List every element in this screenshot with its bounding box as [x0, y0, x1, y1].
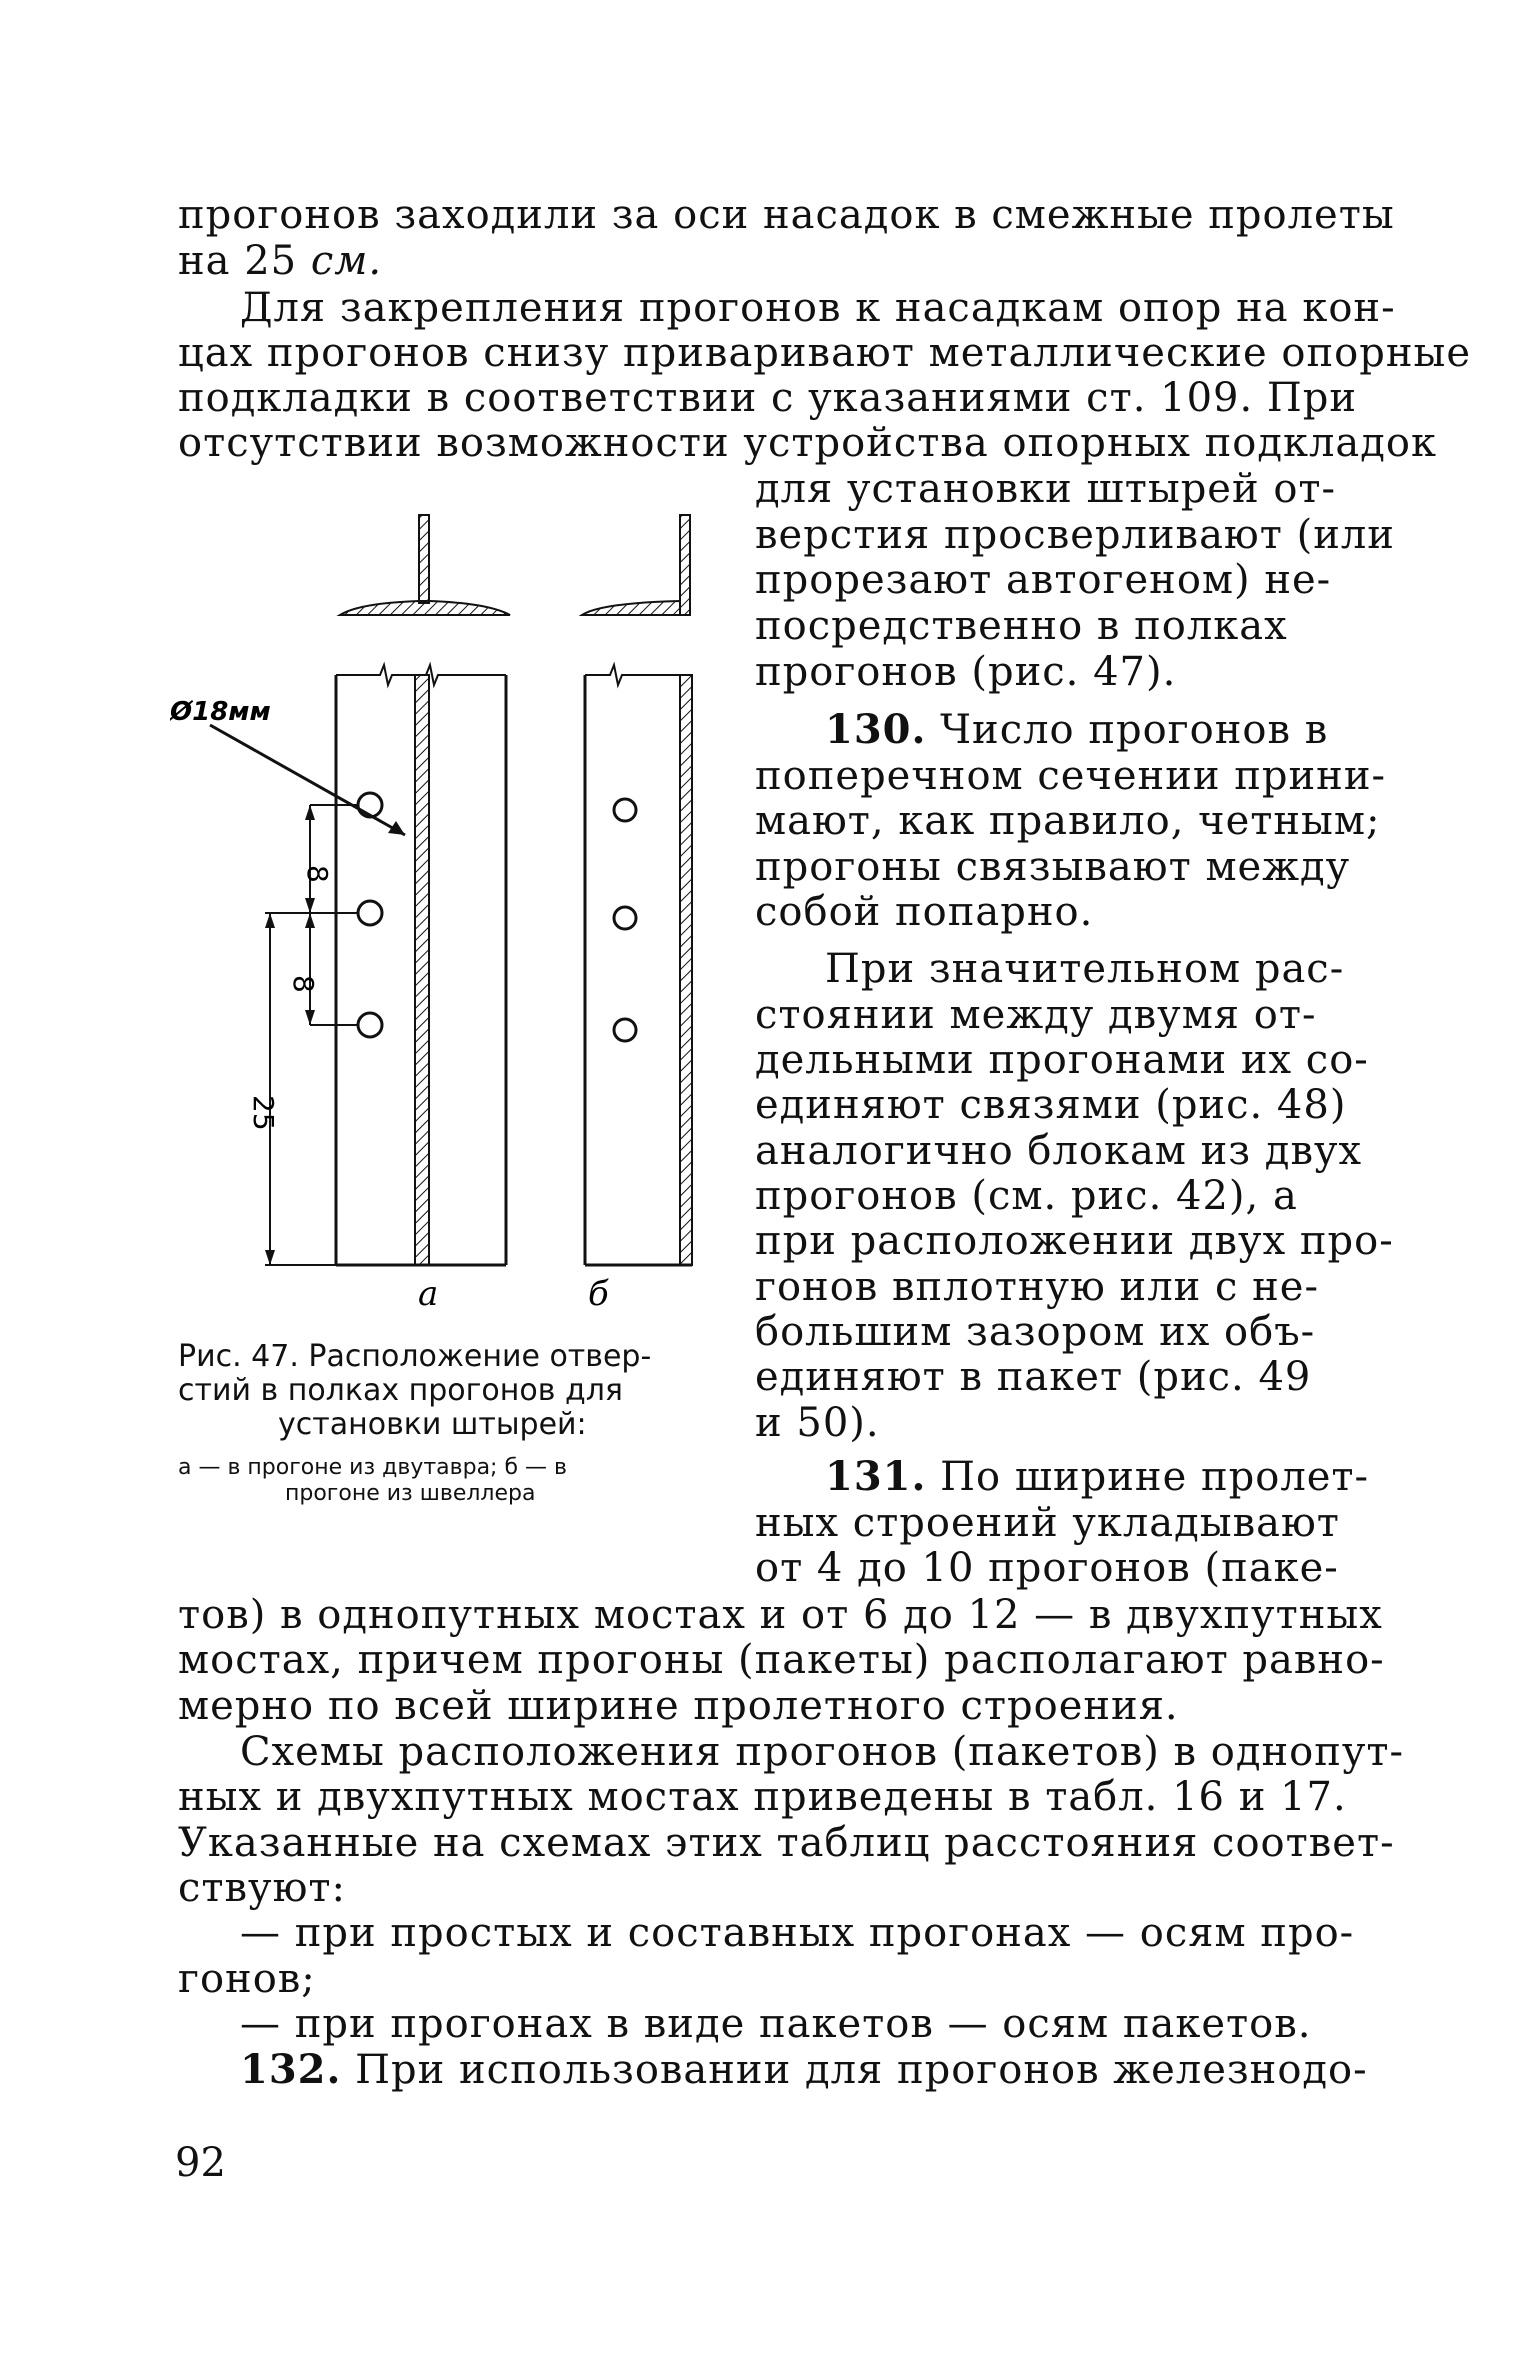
text: ных и двухпутных мостах приведены в табл. 16 и 17. — [178, 1774, 1347, 1820]
figure-drawing — [170, 495, 730, 1325]
text: мают, как правило, четным; — [755, 798, 1381, 844]
text: тов) в однопутных мостах и от 6 до 12 — в двухпутных — [178, 1592, 1383, 1638]
figure-caption — [178, 1374, 623, 1408]
text: дельными прогонами их со- — [755, 1037, 1369, 1083]
column-line — [755, 604, 1288, 648]
text: большим зазором их объ- — [755, 1309, 1316, 1355]
text: ных строений укладывают — [755, 1500, 1340, 1546]
page-number: 92 — [175, 2140, 226, 2186]
text: Схемы расположения прогонов (пакетов) в однопут- — [240, 1729, 1405, 1775]
text: При значительном рас- — [825, 946, 1345, 992]
column-line — [755, 993, 1316, 1037]
text: При использовании для прогонов железнодо- — [355, 2047, 1368, 2093]
column-line — [755, 890, 1093, 934]
text: аналогично блокам из двух — [755, 1128, 1363, 1174]
column-line — [755, 799, 1380, 843]
figure-caption — [285, 1481, 535, 1507]
paragraph-line — [178, 1866, 346, 1910]
paragraph-line — [240, 2048, 1368, 2092]
hole — [614, 1019, 636, 1041]
caption-line: прогоне из швеллера — [285, 1481, 536, 1506]
text: подкладки в соответствии с указаниями ст. 109. При — [178, 375, 1358, 421]
column-line — [755, 650, 1176, 694]
paragraph-line — [240, 285, 1396, 331]
paragraph-line — [178, 330, 1471, 376]
column-line — [825, 1455, 1369, 1499]
text: при расположении двух про- — [755, 1218, 1394, 1264]
column-line — [755, 1546, 1339, 1590]
text: гонов вплотную или с не- — [755, 1264, 1319, 1310]
text: Указанные на схемах этих таблиц расстояния соответ- — [178, 1820, 1395, 1866]
paragraph-line — [240, 2002, 1311, 2046]
ibeam-plan — [210, 665, 506, 1265]
column-line — [755, 558, 1331, 602]
paragraph-line — [178, 1684, 1179, 1728]
text: — при прогонах в виде пакетов — осям пакетов. — [240, 2001, 1312, 2047]
text: ствуют: — [178, 1865, 347, 1911]
ibeam-section — [340, 515, 510, 615]
paragraph-line — [178, 192, 1395, 238]
column-line — [755, 845, 1350, 889]
section-number: 130. — [825, 706, 927, 753]
text: отсутствии возможности устройства опорных подкладок — [178, 420, 1437, 466]
unit-text: см. — [310, 238, 383, 284]
text: от 4 до 10 прогонов (паке- — [755, 1545, 1339, 1591]
text: собой попарно. — [755, 889, 1094, 935]
text: прогоны связывают между — [755, 844, 1351, 890]
paragraph-line — [178, 1957, 316, 2001]
figure-caption — [278, 1408, 587, 1442]
text: посредственно в полках — [755, 603, 1288, 649]
caption-line: Рис. 47. Расположение отвер- — [178, 1339, 652, 1374]
paragraph-line — [178, 375, 1358, 421]
text: стоянии между двумя от- — [755, 992, 1317, 1038]
text: — при простых и составных прогонах — осям про- — [240, 1910, 1355, 1956]
column-line — [755, 754, 1386, 798]
text: поперечном сечении прини- — [755, 753, 1387, 799]
figure-47 — [170, 495, 730, 1329]
section-number: 131. — [825, 1453, 927, 1500]
text: Для закрепления прогонов к насадкам опор на кон- — [240, 285, 1396, 331]
text: мостах, причем прогоны (пакеты) располагают равно- — [178, 1637, 1385, 1683]
column-line — [755, 1355, 1311, 1399]
text: прогонов (см. рис. 42), а — [755, 1173, 1298, 1219]
column-line — [755, 1265, 1319, 1309]
paragraph-line — [178, 1593, 1383, 1637]
figure-caption — [178, 1340, 651, 1374]
channel-section — [582, 515, 690, 615]
hole — [614, 907, 636, 929]
column-line — [755, 513, 1395, 557]
text: верстия просверливают (или — [755, 512, 1395, 558]
paragraph-line — [178, 1775, 1347, 1819]
caption-line: стий в полках прогонов для — [178, 1373, 623, 1408]
label-a: а — [418, 1274, 439, 1314]
column-line — [755, 1501, 1340, 1545]
paragraph-line — [178, 1638, 1385, 1682]
text: Число прогонов в — [940, 707, 1329, 753]
caption-line: а — в прогоне из двутавра; б — в — [178, 1455, 567, 1480]
text: По ширине пролет- — [940, 1454, 1370, 1500]
paragraph-line — [240, 1911, 1354, 1955]
paragraph-line — [178, 1821, 1395, 1865]
text: единяют в пакет (рис. 49 — [755, 1354, 1312, 1400]
channel-plan — [585, 665, 692, 1265]
column-line — [755, 1174, 1298, 1218]
caption-line: установки штырей: — [278, 1407, 587, 1442]
text: на 25 — [178, 238, 298, 284]
text: прогонов заходили за оси насадок в смежные пролеты — [178, 192, 1395, 238]
text: прогонов (рис. 47). — [755, 649, 1177, 695]
dimension-label: 25 — [247, 1095, 280, 1131]
column-line — [755, 1219, 1394, 1263]
paragraph-line — [178, 420, 1437, 466]
text: цах прогонов снизу приваривают металлические опорные — [178, 330, 1471, 376]
hole — [614, 799, 636, 821]
column-line — [755, 1401, 880, 1445]
column-line — [755, 467, 1336, 511]
text: прорезают автогеном) не- — [755, 557, 1332, 603]
column-line — [755, 1083, 1346, 1127]
text: и 50). — [755, 1400, 880, 1446]
section-number: 132. — [240, 2046, 342, 2093]
text: мерно по всей ширине пролетного строения. — [178, 1683, 1179, 1729]
label-b: б — [588, 1274, 609, 1314]
text: единяют связями (рис. 48) — [755, 1082, 1347, 1128]
hole — [358, 901, 382, 925]
column-line — [825, 708, 1328, 752]
column-line — [755, 1129, 1362, 1173]
diameter-label: Ø18мм — [170, 697, 271, 727]
text: гонов; — [178, 1956, 316, 2002]
column-line — [755, 1310, 1315, 1354]
dimension-label: 8 — [301, 865, 334, 883]
column-line — [755, 1038, 1369, 1082]
paragraph-line — [240, 1730, 1404, 1774]
dimension-label: 8 — [287, 975, 320, 993]
text: для установки штырей от- — [755, 466, 1337, 512]
column-line — [825, 947, 1344, 991]
figure-caption — [178, 1455, 567, 1481]
hole — [358, 1013, 382, 1037]
paragraph-line — [178, 239, 382, 283]
hole — [358, 793, 382, 817]
